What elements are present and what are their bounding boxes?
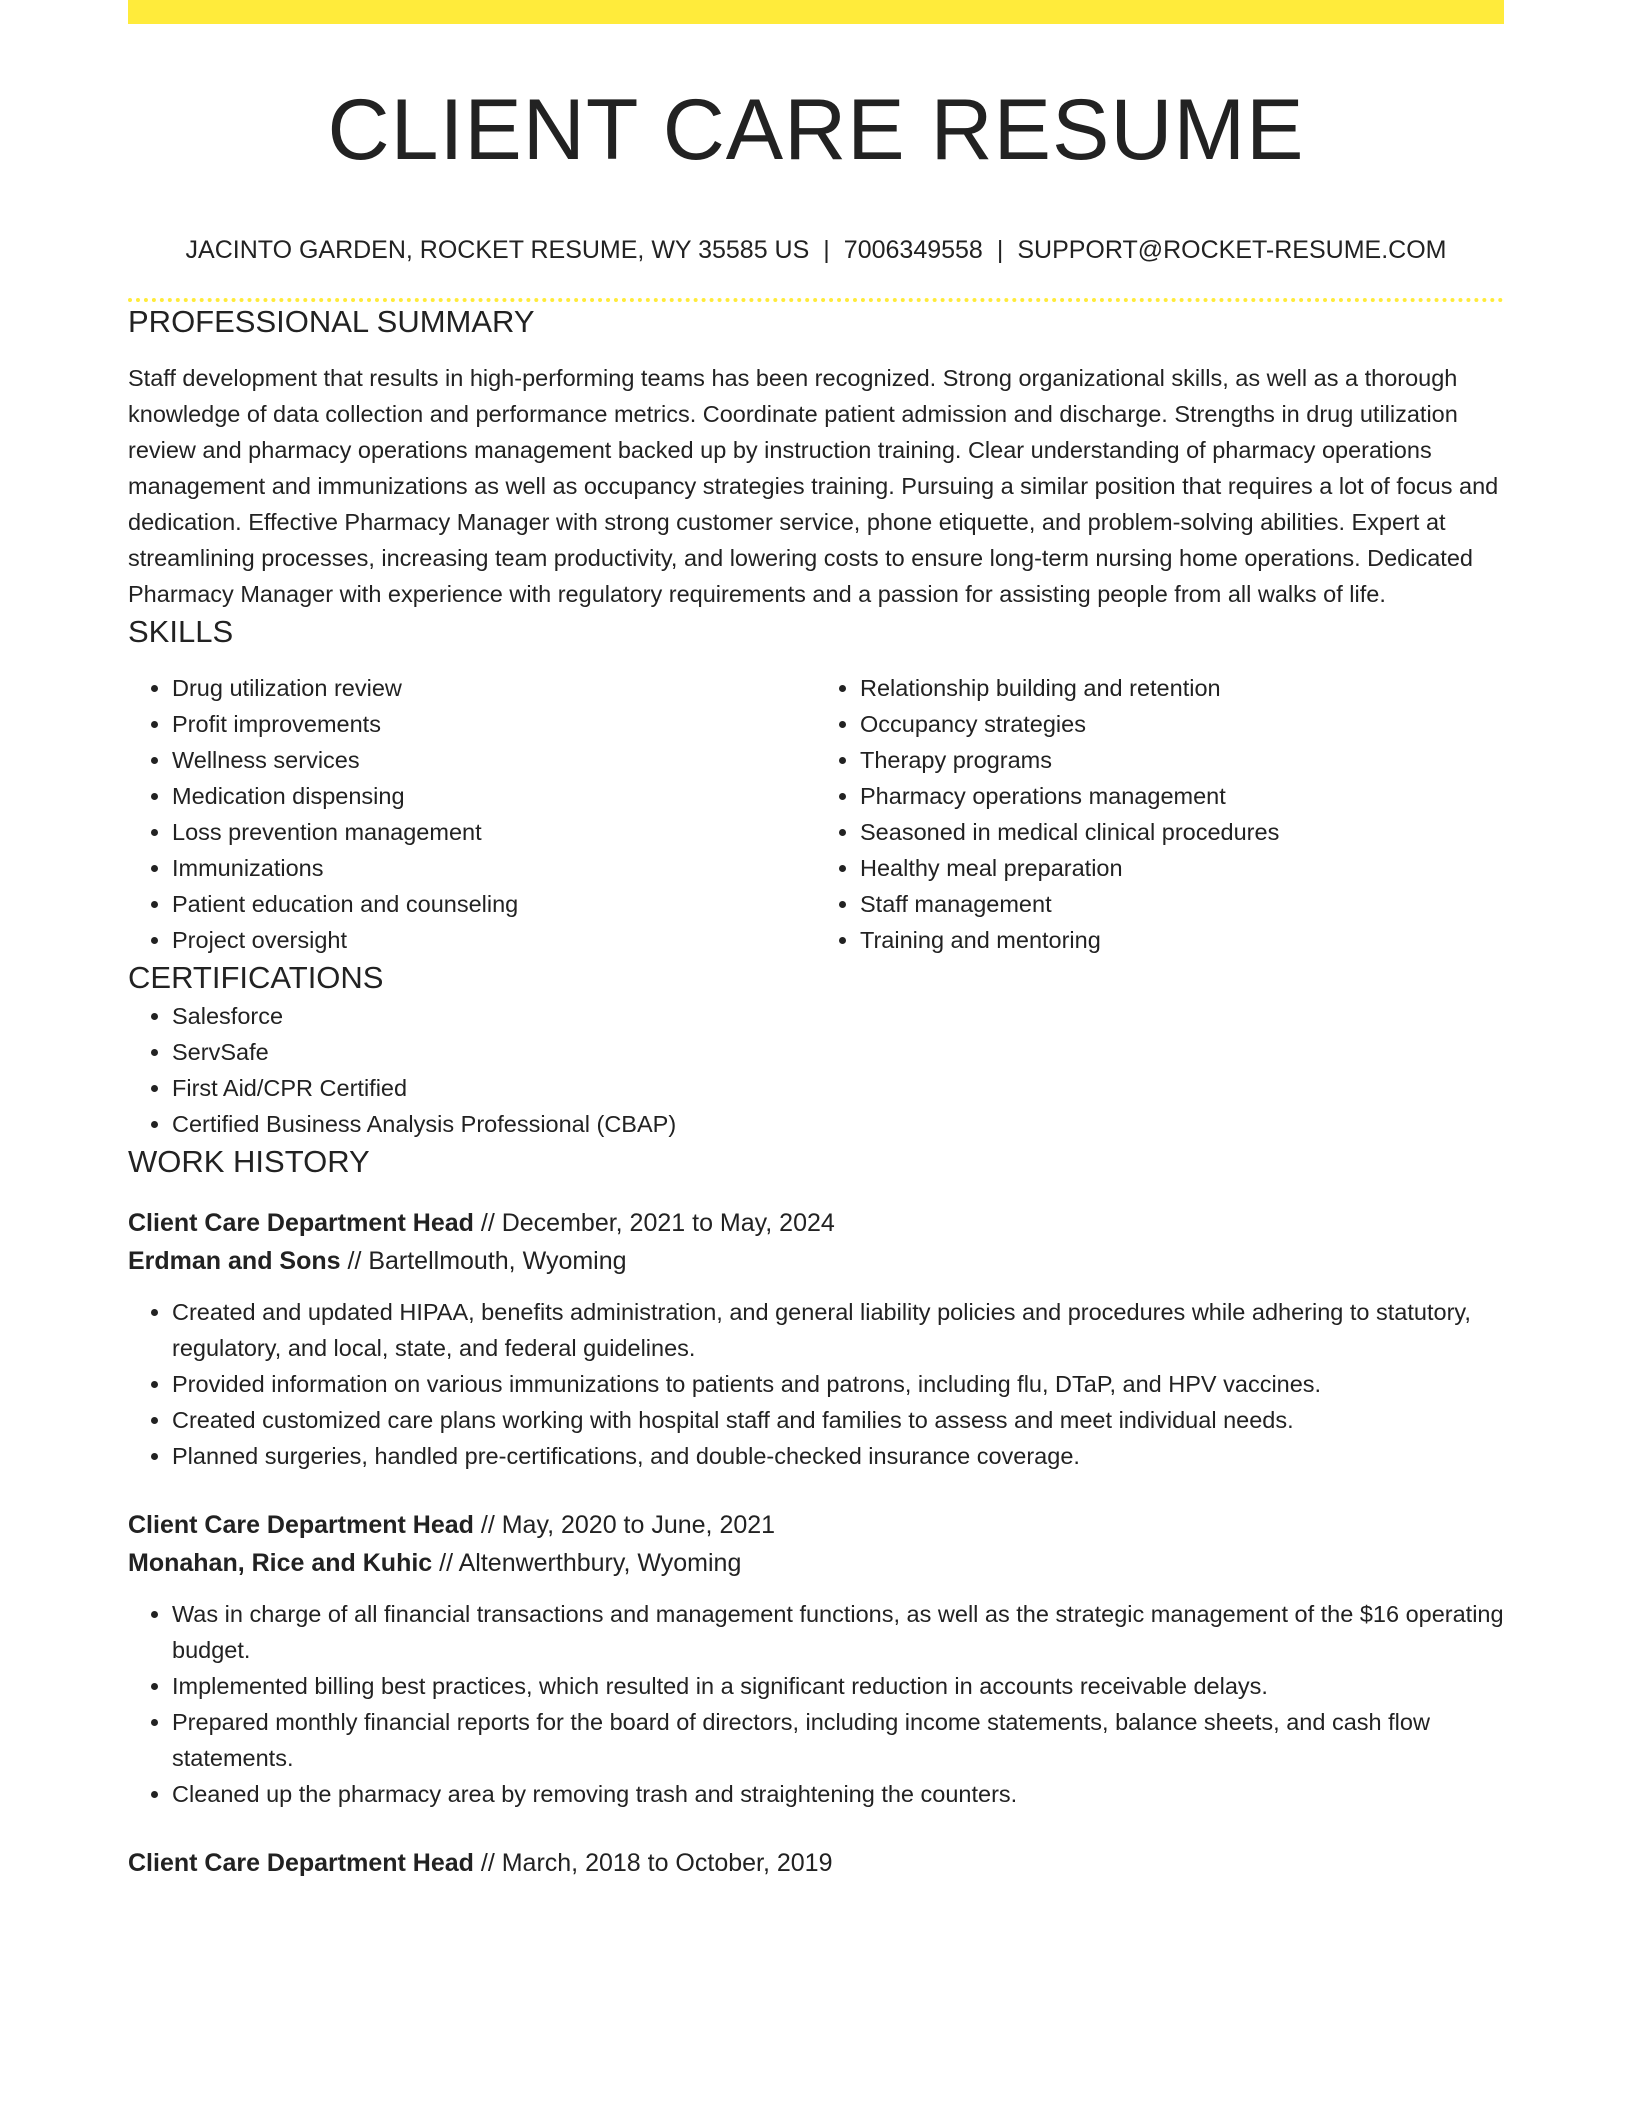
skill-item: • Loss prevention management [172,814,816,850]
job-title: Client Care Department Head [128,1511,474,1539]
job-duty: • Prepared monthly financial reports for the board of directors, including income statements, balance sheets, and cash flow statements. [172,1704,1504,1776]
job-duty: • Provided information on various immunizations to patients and patrons, including flu, DTaP, and HPV vaccines. [172,1366,1504,1402]
contact-phone: 7006349558 [843,236,983,264]
skill-item: • Relationship building and retention [860,670,1504,706]
contact-email: SUPPORT@ROCKET-RESUME.COM [1017,236,1447,264]
skill-item: • Project oversight [172,922,816,958]
skill-item: • Immunizations [172,850,816,886]
job-duties [128,1294,1504,1474]
skills-heading: SKILLS [128,614,234,649]
job-title-line [128,1204,1504,1242]
certification-item: • ServSafe [172,1034,1504,1070]
job-company-line [128,1242,1504,1280]
job-company-line [128,1544,1504,1582]
job-location: // Altenwerthbury, Wyoming [439,1549,742,1577]
contact-separator: | [823,236,830,264]
skill-item: • Pharmacy operations management [860,778,1504,814]
work-history-heading: WORK HISTORY [128,1144,370,1179]
job-duty: • Was in charge of all financial transactions and management functions, as well as the strategic management of the $16 operating budget. [172,1596,1504,1668]
skill-item: • Patient education and counseling [172,886,816,922]
job-company: Erdman and Sons [128,1247,341,1275]
summary-heading: PROFESSIONAL SUMMARY [128,304,535,339]
certification-item: • Certified Business Analysis Professional (CBAP) [172,1106,1504,1142]
skills-columns [128,670,1504,958]
job-dates: // March, 2018 to October, 2019 [480,1849,833,1877]
job-duty: • Created and updated HIPAA, benefits administration, and general liability policies and procedures while adhering to statutory, regulatory, and local, state, and federal guidelines. [172,1294,1504,1366]
skill-item: • Profit improvements [172,706,816,742]
certifications-heading: CERTIFICATIONS [128,960,384,995]
skill-item: • Therapy programs [860,742,1504,778]
skill-item: • Occupancy strategies [860,706,1504,742]
resume-content [128,0,1504,1882]
skills-list-left [128,670,816,958]
skill-item: • Healthy meal preparation [860,850,1504,886]
skill-item: • Seasoned in medical clinical procedures [860,814,1504,850]
job-company: Monahan, Rice and Kuhic [128,1549,433,1577]
resume-title: CLIENT CARE RESUME [327,82,1305,178]
contact-separator: | [996,236,1004,264]
contact-line [128,234,1504,266]
skills-list-right [816,670,1504,958]
job-title: Client Care Department Head [128,1849,474,1877]
skill-item: • Drug utilization review [172,670,816,706]
job-dates: // May, 2020 to June, 2021 [480,1511,776,1539]
job-duties [128,1596,1504,1812]
skill-item: • Staff management [860,886,1504,922]
job-location: // Bartellmouth, Wyoming [347,1247,627,1275]
job-dates: // December, 2021 to May, 2024 [480,1209,835,1237]
skill-item: • Training and mentoring [860,922,1504,958]
job-title: Client Care Department Head [128,1209,474,1237]
job-entry [128,1844,1504,1882]
certification-item: • First Aid/CPR Certified [172,1070,1504,1106]
job-duty: • Created customized care plans working with hospital staff and families to assess and meet individual needs. [172,1402,1504,1438]
job-entry [128,1204,1504,1474]
job-title-line [128,1506,1504,1544]
contact-address: JACINTO GARDEN, ROCKET RESUME, WY 35585 US [185,236,810,264]
job-entry [128,1506,1504,1812]
skill-item: • Wellness services [172,742,816,778]
job-duty: • Cleaned up the pharmacy area by removing trash and straightening the counters. [172,1776,1504,1812]
job-duty: • Planned surgeries, handled pre-certifications, and double-checked insurance coverage. [172,1438,1504,1474]
certification-item: • Salesforce [172,998,1504,1034]
summary-text: Staff development that results in high-performing teams has been recognized. Strong organizational skills, as well as a thorough knowledge of data collection and performance metrics. Coordinate patient admission and discharge. Strengths in drug utilization review and pharmacy operations management backed up by instruction training. Clear understanding of pharmacy operations management and immunizations as well as occupancy strategies training. Pursuing a similar position that requires a lot of focus and dedication. Effective Pharmacy Manager with strong customer service, phone etiquette, and problem-solving abilities. Expert at streamlining processes, increasing team productivity, and lowering costs to ensure long-term nursing home operations. Dedicated Pharmacy Manager with experience with regulatory requirements and a passion for assisting people from all walks of life. [128,365,1499,607]
certifications-list [128,998,1504,1142]
skill-item: • Medication dispensing [172,778,816,814]
job-title-line [128,1844,1504,1882]
job-duty: • Implemented billing best practices, which resulted in a significant reduction in accounts receivable delays. [172,1668,1504,1704]
